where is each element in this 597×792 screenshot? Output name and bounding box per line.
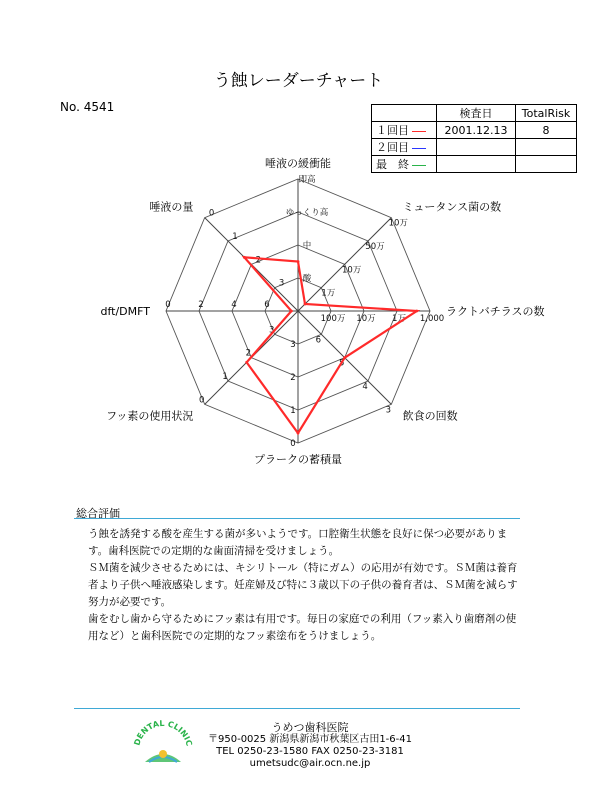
tick-label: 酸 [302,274,312,284]
data-point [290,310,293,313]
table-header-date: 検査日 [437,105,516,122]
axis-label: フッ素の使用状況 [106,409,194,423]
logo-text: DENTAL CLINIC [132,718,194,747]
tick-label: 50万 [365,241,385,252]
row-date: 2001.12.13 [437,122,516,139]
row-label-text: ２回目 [376,141,409,154]
tick-label: 10万 [388,218,408,229]
tick-label: 0 [165,300,171,310]
tick-label: 中 [302,241,312,251]
tick-label: 3 [269,325,275,336]
axis-label: ラクトバチラスの数 [446,305,545,318]
tick-label: 1 [290,406,296,416]
tick-label: 2 [290,373,296,383]
tick-label: 4 [231,300,237,310]
data-point [343,356,346,359]
tick-label: 4 [362,381,368,392]
record-number: No. 4541 [60,100,115,114]
clinic-phone: TEL 0250-23-1580 FAX 0250-23-3181 [216,746,404,757]
summary-divider-bottom [74,708,520,709]
page-title: う蝕レーダーチャート [213,71,384,91]
row-label-text: １回目 [376,124,409,137]
summary-text [88,526,522,645]
tick-label: 0 [208,208,215,219]
row-risk: 8 [516,122,577,139]
tick-label: 2 [255,255,261,266]
axis-label: 飲食の回数 [402,409,458,423]
tick-label: 5 [339,358,345,369]
data-point [415,310,418,313]
tick-label: 3 [278,278,285,289]
axis-label: dft/DMFT [100,305,150,318]
tick-label: 3 [385,405,392,416]
summary-divider-top [74,518,520,519]
tick-label: 10万 [356,314,376,324]
tick-label: 2 [245,348,252,359]
data-point [245,361,248,364]
clinic-logo [131,716,195,768]
tick-label: 0 [290,439,296,449]
summary-paragraph: 歯をむし歯から守るためにフッ素は有用です。毎日の家庭での利用（フッ素入り歯磨剤の使用など）と歯科医院での定期的なフッ素塗布をうけましょう。 [88,613,517,642]
axis-label: 唾液の量 [149,200,194,214]
tick-label: 1万 [321,288,336,299]
tick-label: 即高 [298,175,316,185]
data-point [297,260,300,263]
tick-label: 1 [222,372,228,383]
tick-label: ゆっくり高 [285,208,329,218]
data-point [304,303,307,306]
summary-heading: 総合評価 [76,507,120,520]
svg-text:DENTAL CLINIC [132,719,193,747]
axis-label: プラークの蓄積量 [254,453,342,466]
axis-label: ミュータンス菌の数 [402,200,502,214]
tick-label: 3 [290,340,296,350]
summary-paragraph: う蝕を誘発する酸を産生する菌が多いようです。口腔衛生状態を良好に保つ必要があります。歯科医院での定期的な歯面清掃を受けましょう。 [88,528,508,557]
table-header-risk: TotalRisk [516,105,577,122]
clinic-address: 〒950-0025 新潟県新潟市秋葉区古田1-6-41 [208,734,412,745]
tick-label: 100万 [320,314,346,324]
tick-label: 10万 [341,265,362,276]
axis-label: 唾液の緩衝能 [265,157,331,170]
tick-label: 1万 [392,314,406,324]
clinic-name: うめつ歯科医院 [271,721,349,734]
summary-paragraph: ＳＭ菌を減少させるためには、キシリトール（特にガム）の応用が有効です。ＳＭ菌は養育者より子供へ唾液感染します。妊産婦及び特に３歳以下の子供の養育者は、ＳＭ菌を減らす努力が必要です。 [88,562,518,608]
tick-label: 1,000 [419,314,445,324]
row-label-text: 最 終 [376,158,409,171]
tick-label: 6 [264,300,270,310]
tick-label: 6 [315,335,322,346]
tick-label: 2 [198,300,204,310]
clinic-email: umetsudc@air.ocn.ne.jp [249,758,371,769]
tick-label: 0 [199,395,205,406]
clinic-info [200,722,420,770]
data-point [243,256,246,259]
tick-label: 1 [232,232,238,243]
data-point [297,432,300,435]
